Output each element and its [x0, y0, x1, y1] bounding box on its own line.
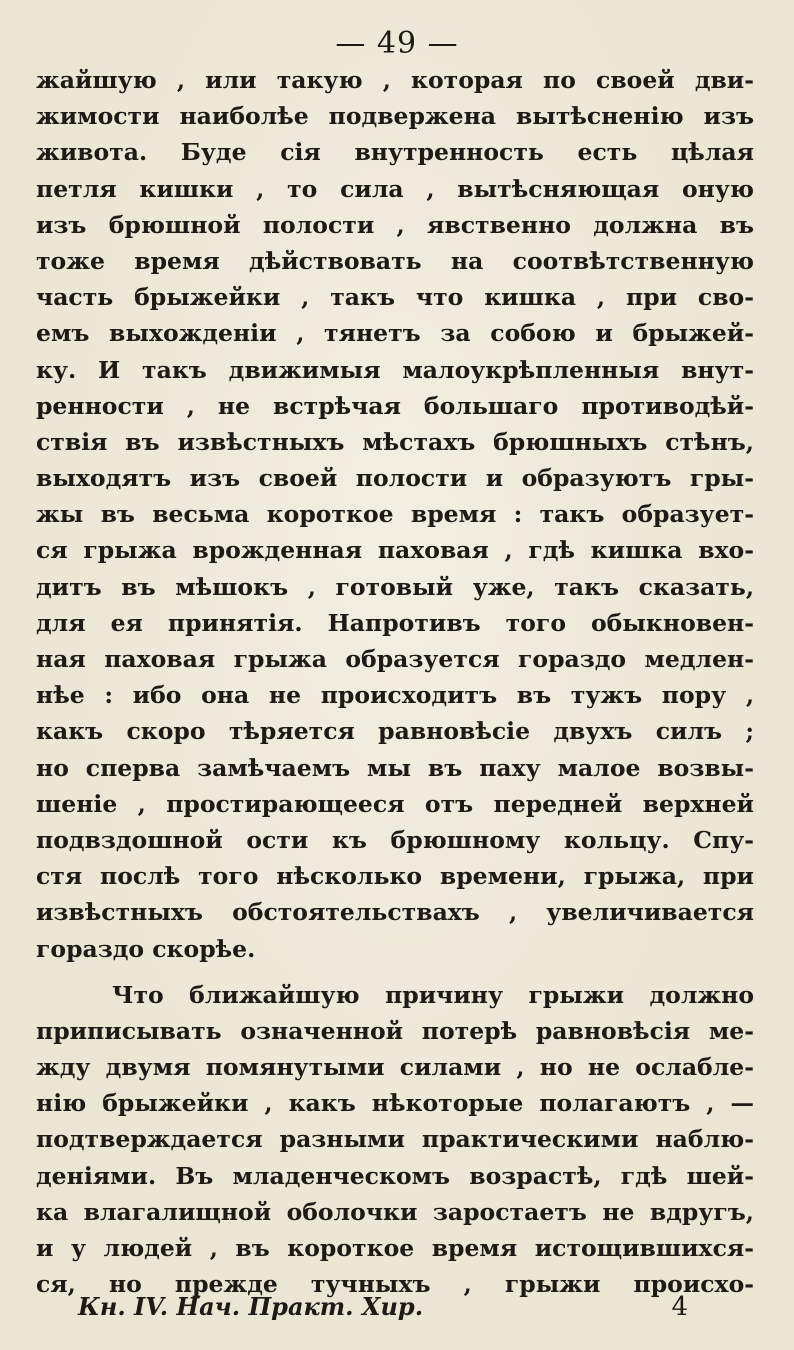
text-line: деніями. Въ младенческомъ возрастѣ, гдѣ шей- — [36, 1161, 754, 1190]
text-line: ся грыжа врожденная паховая , гдѣ кишка вхо- — [36, 536, 754, 565]
paragraph-gap — [36, 967, 754, 977]
paragraph — [36, 62, 754, 967]
text-line: для ея принятія. Напротивъ того обыкновен- — [36, 608, 754, 637]
text-line: жы въ весьма короткое время : такъ образует- — [36, 500, 754, 529]
page-number: — 49 — — [335, 26, 459, 61]
sheet-number: 4 — [671, 1292, 688, 1322]
text-line: и у людей , въ короткое время истощившихся- — [36, 1234, 754, 1262]
text-line: ку. И такъ движимыя малоукрѣпленныя внут- — [36, 355, 754, 384]
text-line: подтверждается разными практическими наблю- — [36, 1125, 754, 1154]
signature-mark: Кн. IV. Нач. Практ. Хир. — [78, 1292, 424, 1321]
text-line: ствія въ извѣстныхъ мѣстахъ брюшныхъ стѣнъ, — [36, 427, 754, 456]
text-line: приписывать означенной потерѣ равновѣсія ме- — [36, 1016, 754, 1045]
text-line: подвздошной ости къ брюшному кольцу. Спу- — [36, 825, 754, 854]
text-line: ка влагалищной оболочки заростаетъ не вдругъ, — [36, 1197, 754, 1226]
text-line: жду двумя помянутыми силами , но не ослабле- — [36, 1053, 754, 1082]
text-line: нію брыжейки , какъ нѣкоторые полагаютъ , — — [36, 1089, 754, 1118]
text-line: жимости наиболѣе подвержена вытѣсненію изъ — [36, 102, 754, 131]
text-line: живота. Буде сія внутренность есть цѣлая — [36, 138, 754, 167]
text-line: нѣе : ибо она не происходитъ въ тужъ пору , — [36, 681, 754, 710]
text-line: ная паховая грыжа образуется гораздо медлен- — [36, 645, 754, 673]
text-line: дитъ въ мѣшокъ , готовый уже, такъ сказать, — [36, 572, 754, 601]
text-line: стя послѣ того нѣсколько времени, грыжа, при — [36, 862, 754, 891]
text-line: ся, но прежде тучныхъ , грыжи происхо- — [36, 1270, 754, 1299]
text-line: шеніе , простирающееся отъ передней верхней — [36, 789, 754, 818]
text-line: выходятъ изъ своей полости и образуютъ гры- — [36, 464, 754, 493]
text-line: емъ выхожденіи , тянетъ за собою и брыжей- — [36, 319, 754, 348]
text-line: гораздо скорѣе. — [36, 934, 256, 963]
text-line: извѣстныхъ обстоятельствахъ , увеличивается — [36, 898, 754, 927]
paragraph — [36, 977, 754, 1303]
text-line: тоже время дѣйствовать на соотвѣтственную — [36, 246, 754, 275]
text-line: изъ брюшной полости , явственно должна въ — [36, 210, 754, 239]
text-line: петля кишки , то сила , вытѣсняющая оную — [36, 174, 754, 203]
text-line: но сперва замѣчаемъ мы въ паху малое возвы- — [36, 753, 754, 782]
text-line: ренности , не встрѣчая большаго противодѣй- — [36, 391, 754, 420]
text-line: какъ скоро тѣряется равновѣсіе двухъ силъ ; — [36, 717, 754, 746]
text-line: Что ближайшую причину грыжи должно — [112, 980, 754, 1009]
page-footer — [78, 1292, 718, 1332]
body-text — [36, 62, 754, 1302]
text-line: часть брыжейки , такъ что кишка , при сво- — [36, 283, 754, 312]
text-line: жайшую , или такую , которая по своей дви- — [36, 66, 754, 94]
